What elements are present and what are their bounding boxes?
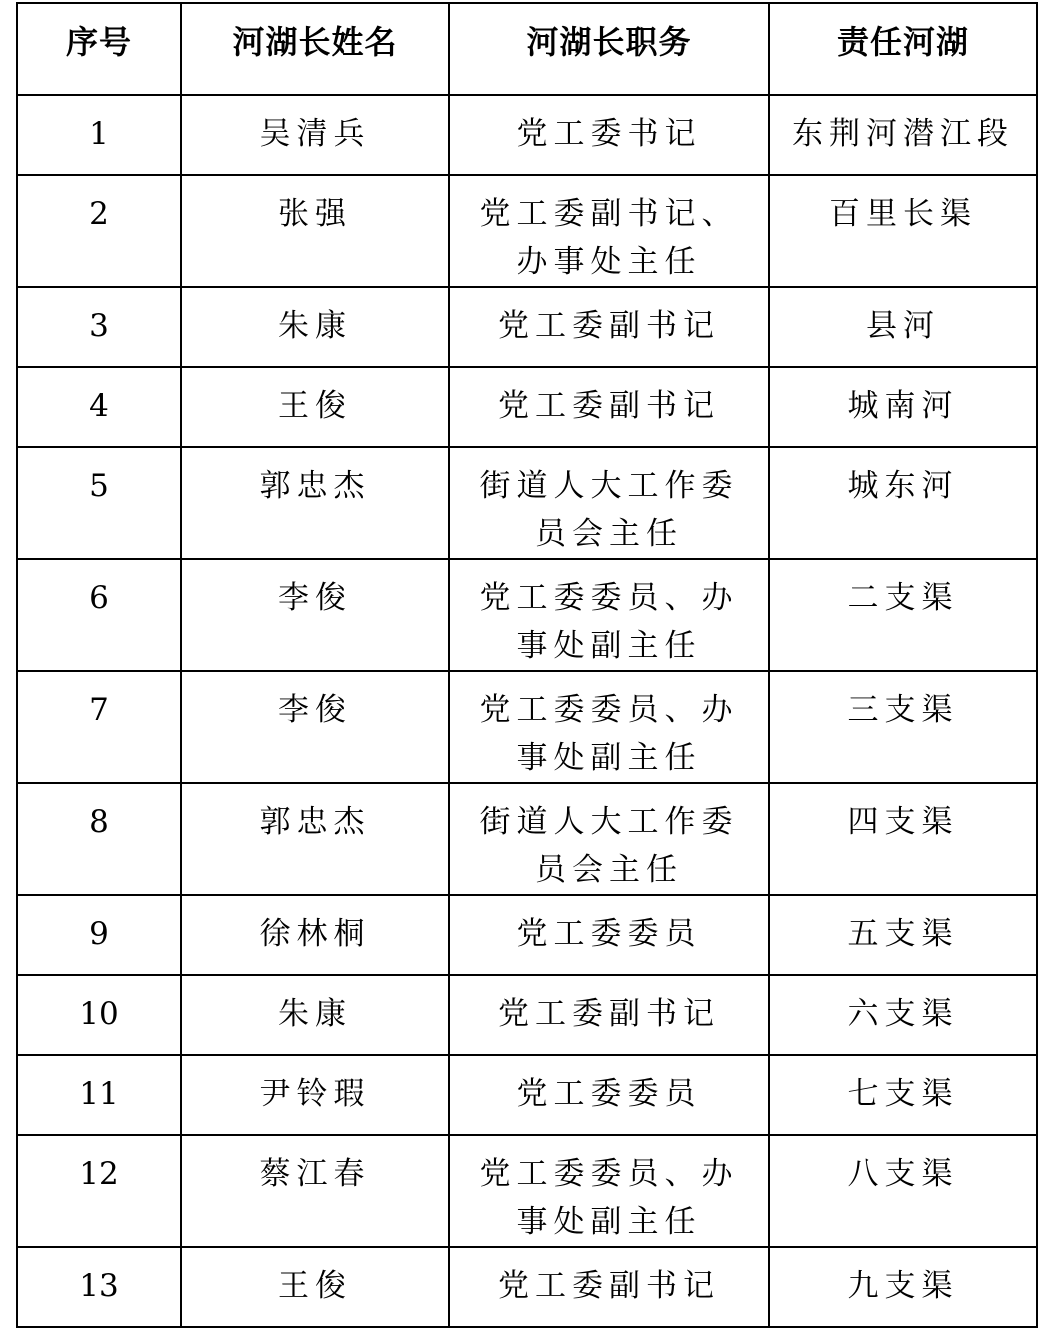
cell-chief-name: 吴清兵 [181,95,449,175]
position-text: 街道人大工作委员会主任 [479,804,739,888]
cell-responsible-river: 城南河 [769,367,1037,447]
cell-responsible-river: 城东河 [769,447,1037,559]
cell-serial-number: 11 [17,1055,181,1135]
cell-responsible-river: 六支渠 [769,975,1037,1055]
header-chief-name: 河湖长姓名 [181,3,449,95]
cell-chief-position [449,895,769,975]
cell-serial-number: 2 [17,175,181,287]
cell-responsible-river: 七支渠 [769,1055,1037,1135]
table-row [17,1135,1037,1247]
table-row [17,975,1037,1055]
cell-chief-position [449,95,769,175]
river-chief-table [16,2,1038,1328]
cell-serial-number: 1 [17,95,181,175]
cell-serial-number: 6 [17,559,181,671]
position-text: 党工委副书记 [498,388,720,424]
position-text: 党工委委员 [516,1076,702,1112]
cell-chief-name: 朱康 [181,287,449,367]
cell-chief-name: 徐林桐 [181,895,449,975]
table-row [17,175,1037,287]
cell-serial-number: 5 [17,447,181,559]
cell-serial-number: 12 [17,1135,181,1247]
cell-responsible-river: 三支渠 [769,671,1037,783]
cell-chief-position [449,1135,769,1247]
table-row [17,895,1037,975]
header-chief-position: 河湖长职务 [449,3,769,95]
position-text: 党工委书记 [516,116,702,152]
cell-chief-position [449,287,769,367]
cell-serial-number: 3 [17,287,181,367]
cell-serial-number: 9 [17,895,181,975]
cell-chief-position [449,783,769,895]
table-row [17,783,1037,895]
cell-serial-number: 8 [17,783,181,895]
table-row [17,367,1037,447]
position-text: 街道人大工作委员会主任 [479,468,739,552]
position-text: 党工委委员、办事处副主任 [479,692,739,776]
header-responsible-river: 责任河湖 [769,3,1037,95]
table-row [17,559,1037,671]
cell-responsible-river: 四支渠 [769,783,1037,895]
cell-chief-name: 王俊 [181,367,449,447]
cell-chief-name: 郭忠杰 [181,447,449,559]
cell-responsible-river: 县河 [769,287,1037,367]
position-text: 党工委副书记、办事处主任 [479,196,739,280]
table-row [17,447,1037,559]
cell-chief-name: 蔡江春 [181,1135,449,1247]
table-row [17,95,1037,175]
cell-responsible-river: 五支渠 [769,895,1037,975]
cell-chief-name: 张强 [181,175,449,287]
cell-chief-name: 尹铃瑕 [181,1055,449,1135]
cell-chief-position [449,559,769,671]
cell-chief-position [449,671,769,783]
cell-serial-number: 13 [17,1247,181,1327]
cell-chief-position [449,1055,769,1135]
cell-chief-name: 郭忠杰 [181,783,449,895]
cell-serial-number: 7 [17,671,181,783]
position-text: 党工委委员 [516,916,702,952]
cell-responsible-river: 东荆河潜江段 [769,95,1037,175]
cell-chief-position [449,175,769,287]
cell-chief-position [449,975,769,1055]
cell-serial-number: 4 [17,367,181,447]
position-text: 党工委副书记 [498,996,720,1032]
position-text: 党工委副书记 [498,1268,720,1304]
cell-chief-name: 朱康 [181,975,449,1055]
cell-chief-name: 李俊 [181,671,449,783]
cell-chief-position [449,367,769,447]
header-serial-number: 序号 [17,3,181,95]
cell-responsible-river: 二支渠 [769,559,1037,671]
position-text: 党工委委员、办事处副主任 [479,1156,739,1240]
cell-responsible-river: 百里长渠 [769,175,1037,287]
position-text: 党工委副书记 [498,308,720,344]
position-text: 党工委委员、办事处副主任 [479,580,739,664]
cell-chief-position [449,1247,769,1327]
table-row [17,287,1037,367]
cell-serial-number: 10 [17,975,181,1055]
table-row [17,1055,1037,1135]
table-row [17,1247,1037,1327]
table-row [17,671,1037,783]
cell-chief-name: 王俊 [181,1247,449,1327]
cell-responsible-river: 九支渠 [769,1247,1037,1327]
cell-responsible-river: 八支渠 [769,1135,1037,1247]
cell-chief-name: 李俊 [181,559,449,671]
cell-chief-position [449,447,769,559]
header-row [17,3,1037,95]
